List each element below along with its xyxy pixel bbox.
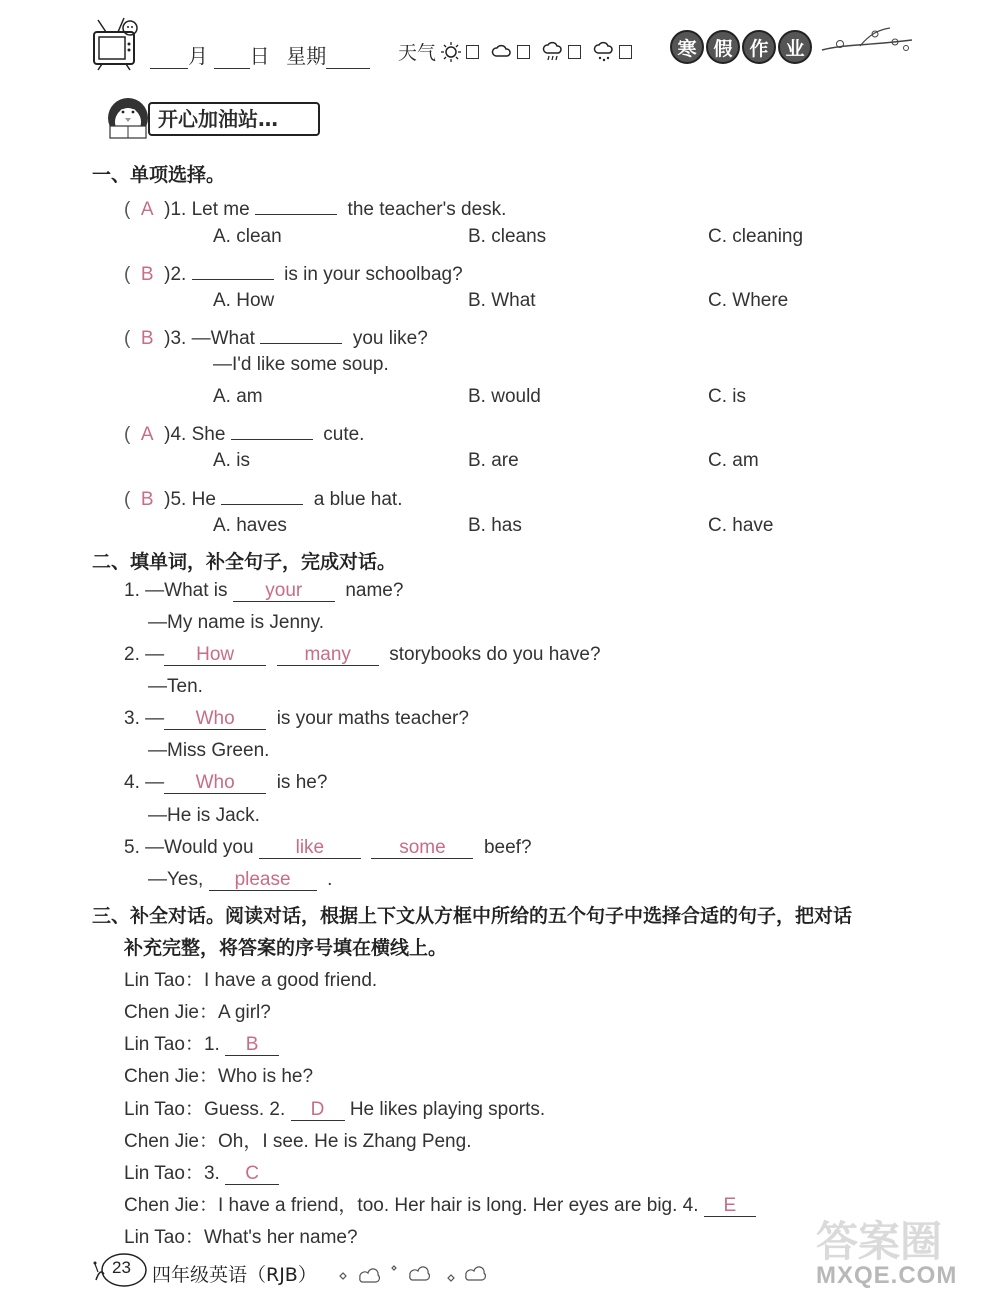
q5-blank[interactable]: [221, 483, 303, 505]
q1-option-b: B. cleans: [468, 226, 547, 247]
q3-stem: [124, 322, 428, 350]
s2-item-2-fill-2[interactable]: many: [277, 644, 379, 666]
q4-option-c: C. am: [708, 450, 759, 471]
q3-blank[interactable]: [260, 322, 342, 344]
s2-item-5-reply-pre: —Yes,: [148, 869, 204, 890]
q4-option-a: A. is: [213, 450, 250, 471]
day-label: 日: [249, 46, 270, 68]
winter-homework-badge: [670, 30, 812, 64]
month-label: 月: [188, 46, 208, 68]
q1-num: )1.: [164, 199, 187, 220]
q3-stem-post: you like?: [352, 328, 428, 349]
dialog-text: 1.: [203, 1034, 220, 1055]
dialog-text: I have a good friend.: [203, 970, 378, 991]
cloud-icon: [491, 41, 513, 63]
dialog-fill-1[interactable]: B: [225, 1034, 279, 1056]
s2-item-1-pre: —What is: [145, 580, 228, 601]
q2-option-c: C. Where: [708, 290, 789, 311]
q3-stem-pre: —What: [191, 328, 255, 349]
day-blank: [214, 49, 250, 69]
weather-box-rainy[interactable]: [568, 45, 581, 59]
section-2-title: 二、填单词，补全句子，完成对话。: [92, 551, 397, 573]
q1-option-a: A. clean: [213, 226, 282, 247]
paren-open: (: [124, 489, 131, 510]
paren-open: (: [124, 199, 131, 220]
dialog-speaker: Lin Tao：: [124, 1034, 204, 1055]
book-title: 四年级英语（RJB）: [152, 1264, 317, 1286]
s2-item-4-fill[interactable]: Who: [164, 772, 266, 794]
dialog-after: He likes playing sports.: [349, 1099, 546, 1120]
q5-option-c: C. have: [708, 515, 774, 536]
weather-label: 天气: [398, 43, 437, 64]
section-3-title-line-2: 补充完整，将答案的序号填在横线上。: [124, 937, 448, 959]
sun-icon: [440, 41, 462, 63]
s2-item-5-num: 5.: [124, 837, 140, 858]
q3-answer: B: [140, 328, 154, 349]
paren-open: (: [124, 264, 131, 285]
s2-item-4: [124, 772, 327, 794]
q4-num: )4.: [164, 424, 187, 445]
dialog-speaker: Lin Tao：: [124, 970, 204, 991]
page-number: 23: [112, 1258, 131, 1277]
tv-mascot-icon: [88, 14, 148, 72]
q4-stem-pre: She: [191, 424, 226, 445]
q5-answer: B: [140, 489, 154, 510]
s2-item-4-num: 4.: [124, 772, 140, 793]
q2-option-a: A. How: [213, 290, 275, 311]
s2-item-3-post: is your maths teacher?: [276, 708, 469, 729]
q5-stem-pre: He: [191, 489, 216, 510]
s2-item-3: [124, 708, 469, 730]
q4-answer: A: [140, 424, 154, 445]
s2-item-2-num: 2.: [124, 644, 140, 665]
weather-box-snowy[interactable]: [619, 45, 632, 59]
dialog-line: [124, 1222, 358, 1249]
s2-item-4-pre: —: [145, 772, 165, 793]
q4-option-b: B. are: [468, 450, 519, 471]
dialog-line: [124, 1029, 279, 1056]
dialog-text: Guess. 2.: [203, 1099, 286, 1120]
s2-item-2-pre: —: [145, 644, 165, 665]
weather-box-sunny[interactable]: [466, 45, 479, 59]
s2-item-5-reply-fill[interactable]: please: [209, 869, 317, 891]
weekday-blank: [326, 49, 370, 69]
q4-blank[interactable]: [231, 418, 313, 440]
watermark-chars: 答案圈: [816, 1217, 943, 1266]
q5-option-b: B. has: [468, 515, 522, 536]
dialog-text: What's her name?: [203, 1227, 358, 1248]
section-banner-title: 开心加油站…: [148, 102, 320, 136]
weather-row: [398, 38, 640, 65]
s2-item-2-post: storybooks do you have?: [389, 644, 601, 665]
s2-item-5-reply: [148, 869, 332, 891]
dialog-line: [124, 1190, 756, 1217]
s2-item-5-pre: —Would you: [145, 837, 254, 858]
badge-char: 寒: [670, 30, 704, 64]
q3-option-a: A. am: [213, 386, 263, 407]
dialog-text: Who is he?: [218, 1066, 314, 1087]
q2-answer: B: [140, 264, 154, 285]
s2-item-1-num: 1.: [124, 580, 140, 601]
dialog-text: 3.: [203, 1163, 220, 1184]
section-1-title: 一、单项选择。: [92, 164, 226, 186]
q2-option-b: B. What: [468, 290, 536, 311]
q1-stem-pre: Let me: [191, 199, 250, 220]
plum-branch-icon: [820, 22, 915, 62]
s2-item-5-post: beef?: [483, 837, 532, 858]
s2-item-1-post: name?: [345, 580, 404, 601]
dialog-text: A girl?: [218, 1002, 271, 1023]
dialog-text: I have a friend，too. Her hair is long. Her eyes are big. 4.: [218, 1195, 699, 1216]
s2-item-5: [124, 837, 532, 859]
page-header: [0, 0, 1000, 80]
dialog-fill-3[interactable]: C: [225, 1163, 279, 1185]
dialog-line: [124, 1094, 545, 1121]
dialog-speaker: Chen Jie：: [124, 1066, 218, 1087]
date-line: [150, 40, 370, 69]
badge-char: 业: [778, 30, 812, 64]
s2-item-5-reply-post: .: [327, 869, 333, 890]
s2-item-1-fill[interactable]: your: [233, 580, 335, 602]
q4-stem: [124, 418, 364, 446]
q2-stem-post: is in your schoolbag?: [284, 264, 463, 285]
weekday-label: 星期: [286, 46, 327, 68]
dialog-line: [124, 965, 377, 992]
q2-blank[interactable]: [192, 258, 274, 280]
dialog-speaker: Chen Jie：: [124, 1195, 218, 1216]
q5-num: )5.: [164, 489, 187, 510]
s2-item-4-post: is he?: [276, 772, 328, 793]
watermark-url: MXQE.COM: [816, 1262, 958, 1289]
month-blank: [150, 49, 188, 69]
q3-option-c: C. is: [708, 386, 746, 407]
paren-open: (: [124, 424, 131, 445]
rain-icon: [542, 41, 564, 63]
clouds-stars-decoration-icon: [330, 1258, 500, 1288]
q4-stem-post: cute.: [323, 424, 365, 445]
badge-char: 假: [706, 30, 740, 64]
q1-blank[interactable]: [255, 193, 337, 215]
s2-item-3-reply: —Miss Green.: [148, 740, 270, 761]
q2-num: )2.: [164, 264, 187, 285]
dialog-fill-2[interactable]: D: [291, 1099, 345, 1121]
page-footer: [92, 1250, 492, 1290]
dialog-line: [124, 1126, 471, 1153]
q1-stem: [124, 193, 506, 221]
q2-stem: [124, 258, 463, 286]
q1-option-c: C. cleaning: [708, 226, 804, 247]
s2-item-3-pre: —: [145, 708, 165, 729]
s2-item-1-reply: —My name is Jenny.: [148, 612, 324, 633]
q5-stem-post: a blue hat.: [313, 489, 403, 510]
s2-item-4-reply: —He is Jack.: [148, 805, 260, 826]
q3-option-b: B. would: [468, 386, 541, 407]
s2-item-5-fill-2[interactable]: some: [371, 837, 473, 859]
dialog-speaker: Lin Tao：: [124, 1099, 204, 1120]
s2-item-1: [124, 580, 403, 602]
q5-stem: [124, 483, 403, 511]
dialog-speaker: Chen Jie：: [124, 1002, 218, 1023]
dialog-speaker: Lin Tao：: [124, 1227, 204, 1248]
s2-item-5-fill-1[interactable]: like: [259, 837, 361, 859]
dialog-speaker: Chen Jie：: [124, 1131, 218, 1152]
q3-num: )3.: [164, 328, 187, 349]
q3-reply: —I'd like some soup.: [213, 354, 389, 375]
paren-open: (: [124, 328, 131, 349]
s2-item-2-reply: —Ten.: [148, 676, 203, 697]
dialog-speaker: Lin Tao：: [124, 1163, 204, 1184]
dialog-line: [124, 1158, 279, 1185]
snow-icon: [593, 41, 615, 63]
q1-stem-post: the teacher's desk.: [347, 199, 507, 220]
s2-item-3-num: 3.: [124, 708, 140, 729]
s2-item-2-fill-1[interactable]: How: [164, 644, 266, 666]
section-3-title-line-1: 三、补全对话。阅读对话，根据上下文从方框中所给的五个句子中选择合适的句子，把对话: [92, 905, 853, 927]
weather-box-cloudy[interactable]: [517, 45, 530, 59]
dialog-line: [124, 1061, 313, 1088]
s2-item-2: [124, 644, 601, 666]
dialog-line: [124, 997, 271, 1024]
dialog-text: Oh，I see. He is Zhang Peng.: [218, 1131, 472, 1152]
s2-item-3-fill[interactable]: Who: [164, 708, 266, 730]
q1-answer: A: [140, 199, 154, 220]
dialog-fill-4[interactable]: E: [704, 1195, 756, 1217]
q5-option-a: A. haves: [213, 515, 287, 536]
section-banner: [100, 88, 322, 142]
badge-char: 作: [742, 30, 776, 64]
